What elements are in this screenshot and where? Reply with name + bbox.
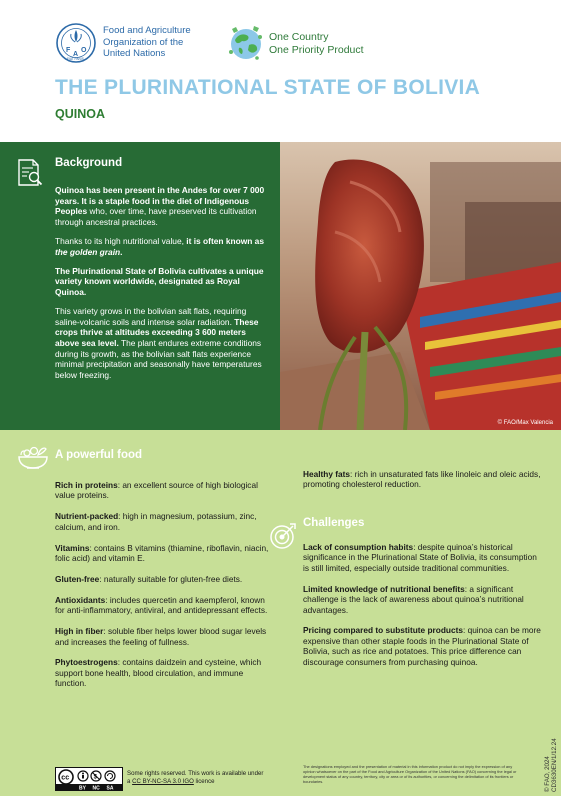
ocop-line-1: One Country — [269, 31, 329, 43]
food-item-term: Vitamins — [55, 542, 90, 553]
p4-b: These crops thrive at altitudes exceeding 3 600 meters above sea level. — [55, 316, 259, 348]
ocop-line-2: One Priority Product — [269, 44, 364, 56]
healthy-fats-text: : rich in unsaturated fats like linoleic and oleic acids, promoting cholesterol reduction. — [303, 469, 541, 490]
food-item-term: Phytoestrogens — [55, 657, 118, 668]
food-item — [55, 657, 270, 688]
cc-label-nc: NC — [92, 785, 100, 791]
license-text-a: Some rights reserved. This work is available under a — [127, 770, 264, 785]
food-item-term: High in fiber — [55, 626, 104, 637]
background-paragraph-4 — [55, 306, 267, 380]
svg-text:cc: cc — [61, 774, 70, 782]
background-heading: Background — [55, 157, 123, 169]
food-item-term: Gluten-free — [55, 573, 100, 584]
challenges-list — [303, 542, 543, 678]
food-item-term: Antioxidants — [55, 594, 106, 605]
background-paragraph-1 — [55, 185, 267, 227]
food-item-term: Rich in proteins — [55, 480, 118, 490]
photo-credit: © FAO/Max Valencia — [497, 420, 553, 426]
food-item-text: : naturally suitable for gluten-free diets. — [99, 573, 243, 584]
food-item-text: : contains B vitamins (thiamine, riboflavin, niacin, folic acid) and vitamin E. — [55, 542, 269, 564]
healthy-fats-term: Healthy fats — [303, 469, 351, 479]
svg-text:A: A — [73, 51, 79, 58]
p4-a: This variety grows in the bolivian salt flats, requiring saline-volcanic soils and intense solar radiation. — [55, 306, 247, 327]
p2-a: Thanks to its high nutritional value, — [55, 235, 187, 246]
header — [0, 0, 561, 142]
license-text — [127, 770, 267, 785]
food-item-text: : soluble fiber helps lower blood sugar levels and increases the feeling of fullness. — [55, 626, 267, 647]
svg-text:$: $ — [93, 774, 97, 781]
food-item — [55, 480, 270, 501]
cc-label-sa: SA — [106, 785, 114, 791]
food-item — [55, 626, 270, 647]
food-item — [55, 511, 270, 532]
food-item-text: : high in magnesium, potassium, zinc, calcium, and iron. — [55, 511, 257, 532]
p1-rest: who, over time, have preserved its cultivation through ancestral practices. — [55, 206, 257, 227]
p4-c: The plant endures extreme conditions during its growth, as the bolivian salt flats experience minimal precipitation and seasonally have temperatures below freezing. — [55, 337, 262, 380]
svg-text:O: O — [81, 47, 87, 54]
license-link[interactable]: CC BY-NC-SA 3.0 IGO — [132, 777, 194, 785]
document-code — [544, 738, 558, 792]
food-item — [55, 543, 270, 564]
challenge-item — [303, 625, 543, 667]
fao-name-line-2: Organization of the — [103, 36, 184, 48]
food-item-text: : an excellent source of high biological value proteins. — [55, 480, 258, 501]
food-item-text: : includes quercetin and kaempferol, known for anti-inflammatory, antiviral, and antidepressant effects. — [55, 594, 268, 616]
quinoa-photo — [280, 142, 561, 430]
p3: The Plurinational State of Bolivia cultivates a unique variety known worldwide, designated as Royal Quinoa. — [55, 265, 264, 297]
background-paragraph-2 — [55, 236, 267, 257]
ocop-logo — [226, 24, 266, 62]
target-icon — [268, 521, 298, 551]
p2-c: the golden grain — [55, 246, 121, 257]
challenge-item-term: Lack of consumption habits — [303, 542, 414, 552]
job-number-line: CD3630EN/1/12.24 — [551, 738, 558, 792]
powerful-food-heading: A powerful food — [55, 449, 143, 461]
p1-bold-a: Quinoa has been present in the Andes for over 7 000 years. It is a staple food in the diet of — [55, 185, 265, 206]
disclaimer-text: The designations employed and the presentation of material in this information product do not imply the expression of any opinion whatsoever on the part of the Food and Agriculture Organization of the United Nations (FAO) concerning the legal or development status of any country, territory, city or area or of its authorities, or concerning the delimitation of its frontiers or boundaries. — [303, 764, 517, 784]
ocop-name — [269, 31, 364, 57]
food-item — [55, 595, 270, 616]
p2-b: it is often known as — [186, 235, 264, 246]
food-item-text: : contains daidzein and cysteine, which support bone health, blood circulation, and immune function. — [55, 657, 262, 689]
challenges-heading: Challenges — [303, 517, 365, 529]
page-title: THE PLURINATIONAL STATE OF BOLIVIA — [55, 76, 481, 99]
challenge-item-term: Pricing compared to substitute products — [303, 625, 463, 636]
challenge-item-text: : despite quinoa’s historical significance in the Plurinational State of Bolivia, its consumption is still limited, especially outside traditional communities. — [303, 542, 537, 573]
challenge-item — [303, 542, 543, 573]
copyright-line: © FAO, 2024 — [544, 756, 551, 792]
cc-label-by: BY — [79, 785, 86, 791]
powerful-food-list — [55, 480, 270, 699]
p2-d: . — [120, 246, 123, 257]
document-search-icon — [16, 158, 44, 188]
svg-text:FIAT PANIS: FIAT PANIS — [67, 57, 84, 61]
fao-org-name — [103, 25, 228, 60]
fao-logo — [55, 22, 97, 64]
challenge-item-text: : quinoa can be more expensive than other staple foods in the Plurinational State of Bolivia, such as rice and potatoes. This price difference can discourage consumers from purchasing quinoa. — [303, 625, 541, 667]
healthy-fats-item — [303, 469, 543, 490]
license-text-b: licence — [193, 777, 215, 785]
challenge-item-term: Limited knowledge of nutritional benefits — [303, 583, 465, 594]
challenge-item — [303, 584, 543, 615]
p1-bold-b: Indigenous Peoples — [55, 195, 250, 217]
challenge-item-text: : a significant challenge is the lack of awareness about quinoa’s nutritional advantages. — [303, 583, 524, 615]
page-subtitle: QUINOA — [55, 107, 105, 121]
quinoa-photo-image — [280, 142, 561, 430]
food-item — [55, 574, 270, 584]
food-item-term: Nutrient-packed — [55, 511, 119, 522]
background-paragraph-3 — [55, 266, 267, 298]
fao-name-line-3: United Nations — [103, 48, 166, 59]
svg-text:F: F — [66, 47, 71, 54]
background-text — [55, 185, 267, 389]
fao-name-line-1: Food and Agriculture — [103, 25, 191, 36]
food-bowl-icon — [16, 443, 50, 471]
cc-license-badge[interactable] — [55, 767, 123, 791]
